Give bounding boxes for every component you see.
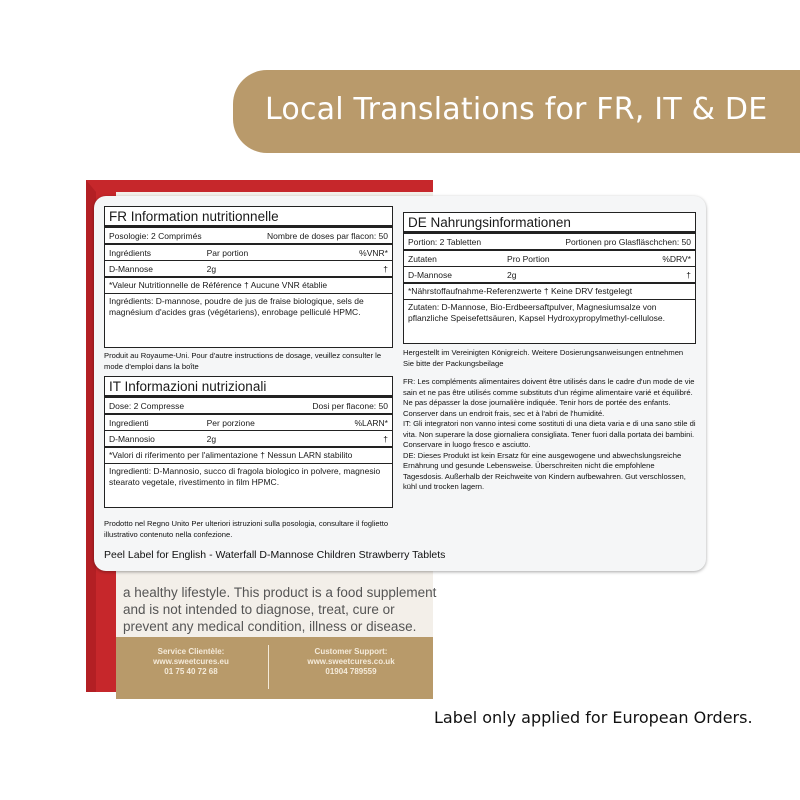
it-row-amount: 2g: [206, 434, 217, 444]
fr-data-row: [105, 261, 392, 278]
fr-dose-right: Nombre de doses par flacon: 50: [267, 231, 388, 241]
it-header-portion: Per porzione: [206, 418, 255, 428]
de-ingredients: Zutaten: D-Mannose, Bio-Erdbeersaftpulver, Magnesiumsalze von pflanzliche Speisefettsäuren, Kapsel Hydroxypropylmethyl-cellulose.: [404, 299, 695, 326]
fr-header-ingredient: Ingrédients: [109, 248, 152, 258]
it-header-percent: %LARN*: [354, 418, 388, 428]
it-nutrition-panel: [104, 376, 393, 508]
service-right-phone: 01904 789559: [325, 667, 377, 676]
service-divider: [268, 645, 269, 689]
service-left-site: www.sweetcures.eu: [153, 657, 229, 666]
warnings-block: [403, 377, 696, 493]
de-dose-row: [404, 234, 695, 251]
fr-row-percent: †: [383, 264, 388, 274]
it-footnote: *Valori di riferimento per l'alimentazione † Nessun LARN stabilito: [109, 450, 353, 460]
it-data-row: [105, 431, 392, 448]
it-header-ingredient: Ingredienti: [109, 418, 149, 428]
fr-row-ingredient: D-Mannose: [109, 264, 153, 274]
title-banner: [233, 70, 800, 153]
fr-header-portion: Par portion: [206, 248, 249, 258]
fr-footnote: *Valeur Nutritionnelle de Référence † Aucune VNR établie: [109, 280, 328, 290]
it-header-row: [105, 415, 392, 431]
fr-dose-row: [105, 228, 392, 245]
fr-header-row: [105, 245, 392, 261]
warning-de: DE: Dieses Produkt ist kein Ersatz für eine ausgewogene und abwechslungsreiche Ernährung und gesunde Lebensweise. Überschreiten nicht die empfohlene Tagesdosis. Außerhalb der Reichweite von Kindern aufbewahren. Gut verschlossen, kühl und trocken lagern.: [403, 450, 686, 491]
service-left: [116, 647, 266, 677]
de-dose-left: Portion: 2 Tabletten: [408, 237, 482, 247]
orders-footnote: Label only applied for European Orders.: [434, 708, 753, 727]
fr-dose-left: Posologie: 2 Comprimés: [109, 231, 202, 241]
it-row-ingredient: D-Mannosio: [109, 434, 155, 444]
service-right: [276, 647, 426, 677]
de-header-percent: %DRV*: [662, 254, 691, 264]
fr-ingredients: Ingrédients: D-mannose, poudre de jus de fraise biologique, sels de magnésium d'acides gras (végétariens), enrobage pelliculé HPMC.: [105, 293, 392, 320]
fr-nutrition-panel: [104, 206, 393, 348]
de-produced-text: Hergestellt im Vereinigten Königreich. Weitere Dosierungsanweisungen entnehmen Sie bitte der Packungsbeilage: [403, 348, 684, 368]
it-dose-right: Dosi per flacone: 50: [312, 401, 388, 411]
fr-row-amount: 2g: [206, 264, 217, 274]
warning-fr: FR: Les compléments alimentaires doivent être utilisés dans le cadre d'un mode de vie sain et ne pas être utilisés comme substituts d'un régime alimentaire varié et équilibré. Ne pas dépasser la dose journalière indiquée. Tenir hors de portée des enfants. Conserver dans un endroit frais, sec et à l'abri de l'humidité.: [403, 377, 695, 418]
fr-title: FR Information nutritionnelle: [105, 207, 392, 228]
de-header-ingredient: Zutaten: [408, 254, 437, 264]
service-right-site: www.sweetcures.co.uk: [307, 657, 395, 666]
de-dose-right: Portionen pro Glasfläschchen: 50: [565, 237, 691, 247]
it-ingredients: Ingredienti: D-Mannosio, succo di fragola biologico in polvere, magnesio stearato vegetale, rivestimento in film HPMC.: [105, 463, 392, 490]
de-title: DE Nahrungsinformationen: [404, 213, 695, 234]
peel-label-text: Peel Label for English - Waterfall D-Mannose Children Strawberry Tablets: [104, 549, 446, 561]
de-data-row: [404, 267, 695, 284]
de-row-ingredient: D-Mannose: [408, 270, 452, 280]
box-disclaimer-text: a healthy lifestyle. This product is a food supplement and is not intended to diagnose, treat, cure or prevent any medical condition, illness or disease.: [123, 585, 437, 634]
it-row-percent: †: [383, 434, 388, 444]
de-row-amount: 2g: [507, 270, 517, 280]
it-title: IT Informazioni nutrizionali: [105, 377, 392, 398]
warning-it: IT: Gli integratori non vanno intesi come sostituti di una dieta varia e di una sano stile di vita. Non superare la dose giornaliera consigliata. Tener fuori dalla portata dei bambini. Conservare in luogo fresco e asciutto.: [403, 419, 696, 449]
de-row-percent: †: [686, 270, 691, 280]
de-header-row: [404, 251, 695, 267]
de-header-portion: Pro Portion: [507, 254, 550, 264]
it-produced-text: Prodotto nel Regno Unito Per ulteriori istruzioni sulla posologia, consultare il foglietto illustrativo contenuto nella confezione.: [104, 519, 389, 539]
it-dose-row: [105, 398, 392, 415]
fr-produced-text: Produit au Royaume-Uni. Pour d'autre instructions de dosage, veuillez consulter le mode d'emploi dans la boîte: [104, 351, 382, 371]
service-right-title: Customer Support:: [314, 647, 388, 656]
banner-title: Local Translations for FR, IT & DE: [265, 92, 768, 127]
service-left-phone: 01 75 40 72 68: [164, 667, 218, 676]
de-nutrition-panel: [403, 212, 696, 344]
de-footnote: *Nährstoffaufnahme-Referenzwerte † Keine DRV festgelegt: [408, 286, 633, 296]
fr-header-percent: %VNR*: [359, 248, 388, 258]
box-service-strip: [116, 637, 433, 699]
translation-label: [94, 196, 706, 571]
it-dose-left: Dose: 2 Compresse: [109, 401, 185, 411]
service-left-title: Service Clientèle:: [157, 647, 225, 656]
